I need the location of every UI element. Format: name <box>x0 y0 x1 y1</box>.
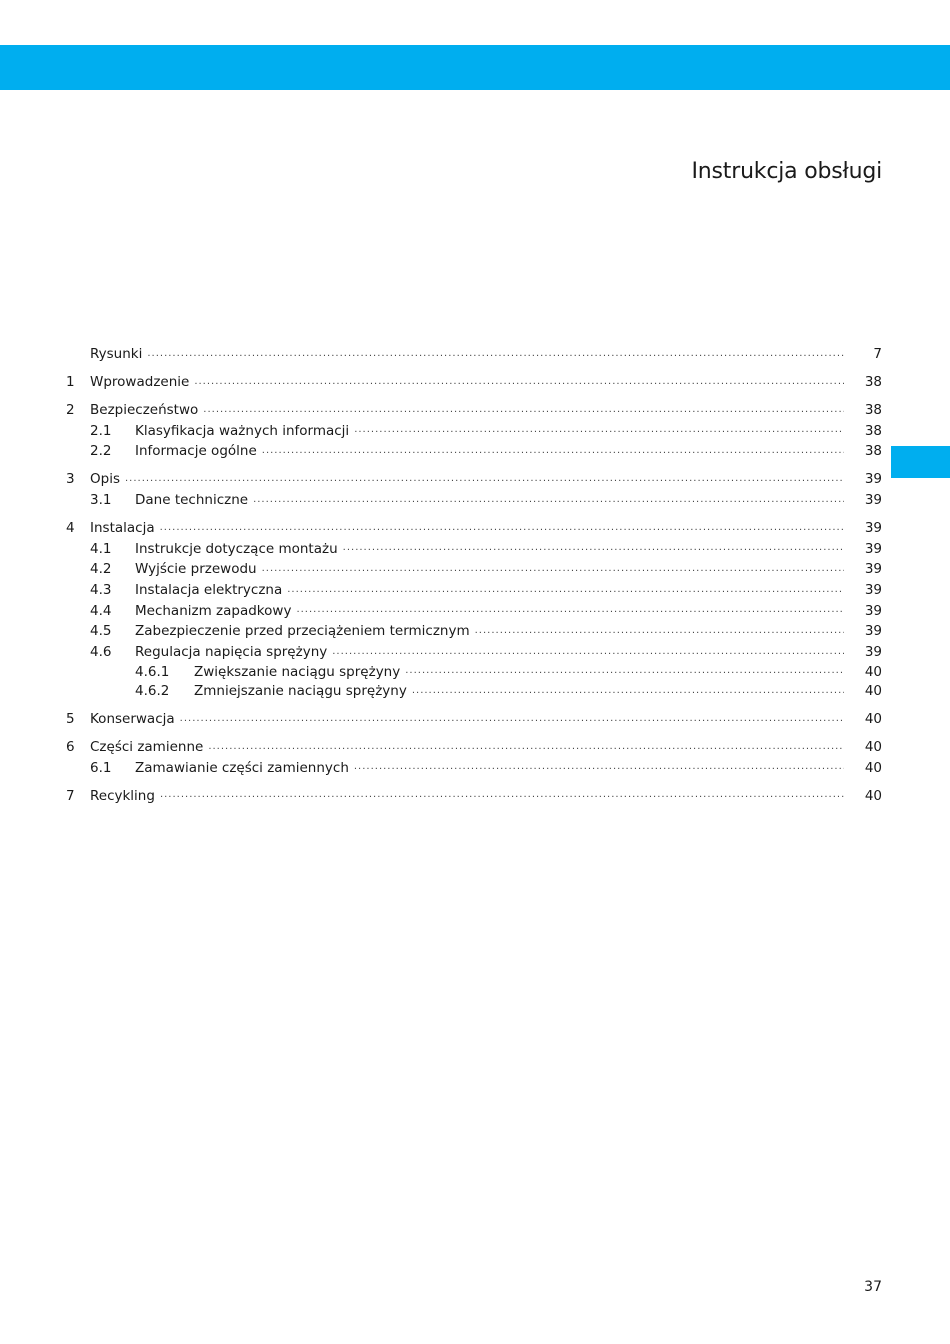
toc-entry-number: 4.6.2 <box>135 683 170 700</box>
toc-entry-page: 40 <box>864 683 882 700</box>
dot-leader <box>343 541 844 555</box>
toc-entry-page: 39 <box>864 644 882 661</box>
toc-entry-5[interactable] <box>66 709 882 730</box>
toc-entry-number: 1 <box>66 373 75 390</box>
dot-leader <box>208 740 844 754</box>
toc-entry-title: Bezpieczeństwo <box>90 401 199 418</box>
toc-entry-page: 40 <box>864 711 882 728</box>
toc-entry-4-1[interactable] <box>66 539 882 560</box>
dot-leader <box>262 562 844 576</box>
toc-entry-4-4[interactable] <box>66 601 882 622</box>
toc-entry-page: 38 <box>864 422 882 439</box>
dot-leader <box>354 423 844 437</box>
dot-leader <box>354 760 844 774</box>
dot-leader <box>125 472 844 486</box>
section-marker-tab <box>891 446 950 478</box>
header-color-band <box>0 45 950 90</box>
toc-entry-4-2[interactable] <box>66 559 882 580</box>
toc-entry-number: 4.2 <box>90 561 112 578</box>
dot-leader <box>412 684 844 698</box>
dot-leader <box>160 521 844 535</box>
toc-entry-page: 40 <box>864 787 882 804</box>
toc-entry-number: 4.4 <box>90 602 112 619</box>
toc-entry-4-6-1[interactable] <box>66 663 882 683</box>
toc-entry-4-5[interactable] <box>66 621 882 642</box>
dot-leader <box>262 444 844 458</box>
dot-leader <box>287 583 844 597</box>
dot-leader <box>180 712 844 726</box>
toc-entry-page: 38 <box>864 401 882 418</box>
toc-entry-7[interactable] <box>66 786 882 807</box>
toc-entry-title: Rysunki <box>90 346 143 362</box>
toc-entry-page: 39 <box>864 602 882 619</box>
toc-entry-page: 7 <box>873 346 882 362</box>
toc-entry-1[interactable] <box>66 372 882 393</box>
toc-entry-title: Recykling <box>90 787 155 804</box>
toc-entry-number: 4.5 <box>90 623 112 640</box>
toc-entry-4-6[interactable] <box>66 642 882 663</box>
toc-entry-title: Dane techniczne <box>135 492 249 509</box>
dot-leader <box>405 664 844 678</box>
toc-entry-number: 3.1 <box>90 492 112 509</box>
toc-entry-title: Opis <box>90 471 120 488</box>
toc-entry-page: 40 <box>864 759 882 776</box>
toc-entry-4-6-2[interactable] <box>66 682 882 702</box>
dot-leader <box>194 375 844 389</box>
toc-entry-title: Konserwacja <box>90 711 175 728</box>
toc-entry-number: 6.1 <box>90 759 112 776</box>
toc-entry-title: Regulacja napięcia sprężyny <box>135 644 328 661</box>
toc-entry-number: 2 <box>66 401 75 418</box>
toc-entry-number: 3 <box>66 471 75 488</box>
dot-leader <box>296 603 844 617</box>
toc-entry-number: 4.3 <box>90 582 112 599</box>
toc-entry-page: 38 <box>864 443 882 460</box>
table-of-contents <box>66 344 882 806</box>
toc-entry-number: 4.6.1 <box>135 663 170 680</box>
toc-entry-4[interactable] <box>66 518 882 539</box>
toc-entry-2-2[interactable] <box>66 441 882 462</box>
toc-entry-page: 38 <box>864 373 882 390</box>
toc-entry-title: Wyjście przewodu <box>135 561 257 578</box>
toc-entry-number: 2.1 <box>90 422 112 439</box>
toc-entry-page: 39 <box>864 492 882 509</box>
toc-entry-title: Klasyfikacja ważnych informacji <box>135 422 350 439</box>
toc-entry-title: Informacje ogólne <box>135 443 257 460</box>
toc-entry-6-1[interactable] <box>66 758 882 779</box>
toc-entry-title: Instrukcje dotyczące montażu <box>135 540 338 557</box>
dot-leader <box>332 645 844 659</box>
dot-leader <box>253 493 844 507</box>
toc-entry-number: 5 <box>66 711 75 728</box>
dot-leader <box>475 624 844 638</box>
toc-entry-4-3[interactable] <box>66 580 882 601</box>
dot-leader <box>147 347 844 361</box>
toc-entry-3[interactable] <box>66 469 882 490</box>
toc-entry-3-1[interactable] <box>66 490 882 511</box>
toc-entry-page: 39 <box>864 520 882 536</box>
toc-entry-page: 40 <box>864 663 882 680</box>
toc-entry-page: 40 <box>864 739 882 756</box>
toc-entry-6[interactable] <box>66 737 882 758</box>
toc-entry-page: 39 <box>864 561 882 578</box>
toc-entry-title: Instalacja elektryczna <box>135 582 283 599</box>
page-number: 37 <box>864 1279 882 1295</box>
toc-entry-page: 39 <box>864 540 882 557</box>
toc-entry-number: 7 <box>66 787 75 804</box>
toc-entry-title: Mechanizm zapadkowy <box>135 602 292 619</box>
toc-entry-number: 4 <box>66 520 75 536</box>
toc-entry-page: 39 <box>864 582 882 599</box>
toc-entry-2[interactable] <box>66 400 882 421</box>
document-title: Instrukcja obsługi <box>691 158 882 184</box>
toc-entry-title: Części zamienne <box>90 739 204 756</box>
toc-entry-2-1[interactable] <box>66 421 882 442</box>
dot-leader <box>203 403 844 417</box>
toc-entry-page: 39 <box>864 471 882 488</box>
toc-entry-title: Wprowadzenie <box>90 373 190 390</box>
toc-entry-number: 6 <box>66 739 75 756</box>
toc-entry-title: Zwiększanie naciągu sprężyny <box>194 663 401 680</box>
toc-entry-title: Zamawianie części zamiennych <box>135 759 349 776</box>
toc-entry-number: 4.1 <box>90 540 112 557</box>
toc-entry-number: 4.6 <box>90 644 112 661</box>
toc-entry-title: Zmniejszanie naciągu sprężyny <box>194 683 407 700</box>
toc-entry-page: 39 <box>864 623 882 640</box>
dot-leader <box>160 788 844 802</box>
toc-entry-title: Zabezpieczenie przed przeciążeniem termicznym <box>135 623 470 640</box>
toc-entry-rysunki[interactable] <box>66 344 882 365</box>
toc-entry-title: Instalacja <box>90 520 155 536</box>
toc-entry-number: 2.2 <box>90 443 112 460</box>
